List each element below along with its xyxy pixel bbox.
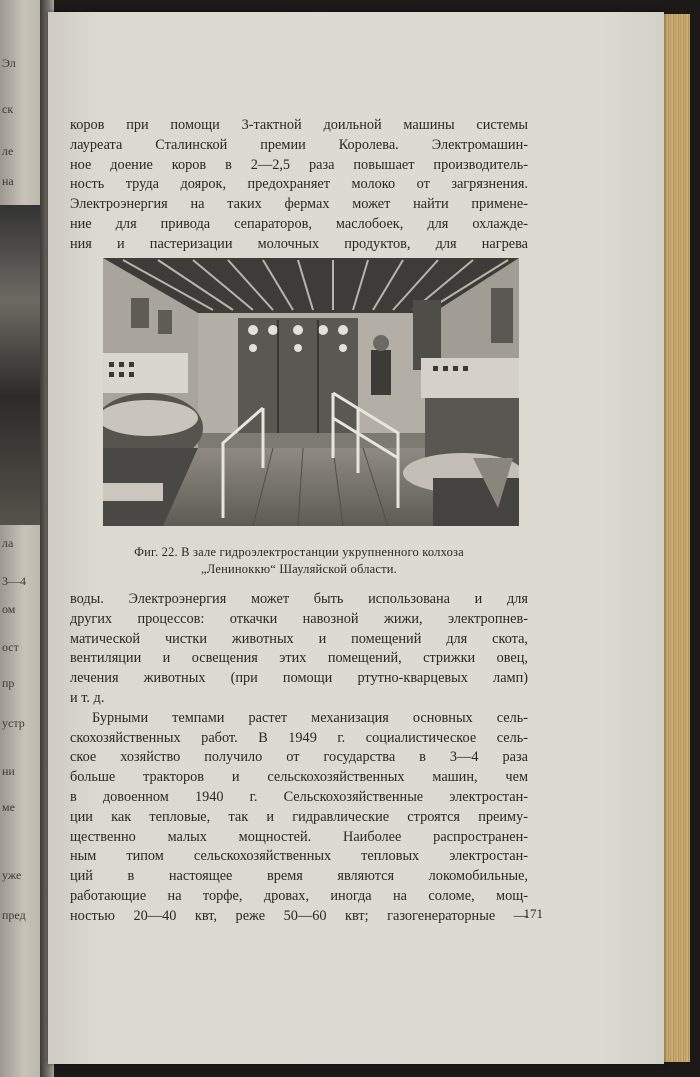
text-line: других процессов: откачки навозной жижи, электропнев- bbox=[70, 610, 528, 627]
text-line: работающие на торфе, дровах, иногда на соломе, мощ- bbox=[70, 887, 528, 904]
left-page-fragment: на bbox=[2, 174, 14, 188]
text-line: лечения животных (при помощи ртутно-кварцевых ламп) bbox=[70, 670, 528, 687]
left-page-photo bbox=[0, 205, 40, 525]
page-edges bbox=[664, 14, 690, 1062]
text-line: ное доение коров в 2—2,5 раза повышает производитель- bbox=[70, 156, 528, 173]
text-line: ции как тепловые, так и гидравлические строятся преиму- bbox=[70, 808, 528, 825]
page-number: 171 bbox=[523, 906, 543, 921]
text-line: и т. д. bbox=[70, 689, 105, 706]
paragraph-1 bbox=[70, 116, 528, 255]
text-line: ностью 20—40 квт, реже 50—60 квт; газогенераторные — bbox=[70, 907, 528, 924]
left-page-fragment: ле bbox=[2, 144, 14, 158]
hydro-station-hall-photo bbox=[103, 258, 519, 526]
left-page-fragment: Эл bbox=[2, 56, 16, 70]
text-line: вентиляции и освещения этих помещений, стрижки овец, bbox=[70, 650, 528, 667]
text-line: Электроэнергия на таких фермах может найти примене- bbox=[70, 196, 528, 213]
text-line: больше тракторов и сельскохозяйственных машин, чем bbox=[70, 769, 528, 786]
text-line: ций в настоящее время являются локомобильные, bbox=[70, 868, 528, 885]
text-line: щественно малых мощностей. Наиболее распространен- bbox=[70, 828, 528, 845]
left-page-fragment: ом bbox=[2, 602, 16, 616]
left-page-fragment: ла bbox=[2, 536, 14, 550]
text-line: скохозяйственных работ. В 1949 г. социалистическое сель- bbox=[70, 729, 528, 746]
left-page-fragment: пред bbox=[2, 908, 26, 922]
figure-caption-line-2: „Лениноккю“ Шауляйской области. bbox=[200, 562, 398, 576]
text-line: ность труда доярок, предохраняет молоко от загрязнения. bbox=[70, 176, 528, 193]
text-line: в довоенном 1940 г. Сельскохозяйственные электростан- bbox=[70, 788, 528, 805]
left-page-fragment: ск bbox=[2, 102, 14, 116]
left-page-fragment: пр bbox=[2, 676, 15, 690]
text-line: лауреата Сталинской премии Королева. Электромашин- bbox=[70, 136, 528, 153]
adjacent-left-page bbox=[0, 0, 44, 1077]
left-page-fragment: ме bbox=[2, 800, 15, 814]
left-page-fragment: 3—4 bbox=[2, 574, 26, 588]
figure-caption: Фиг. 22. В зале гидроэлектростанции укрупненного колхоза bbox=[134, 545, 464, 559]
left-page-fragment: ост bbox=[2, 640, 19, 654]
text-line: ское хозяйство получило от государства в 3—4 раза bbox=[70, 749, 528, 766]
left-page-fragment: уже bbox=[2, 868, 22, 882]
left-page-fragment: устр bbox=[2, 716, 25, 730]
text-line: Бурными темпами растет механизация основных сель- bbox=[92, 709, 528, 726]
text-line: ние для привода сепараторов, маслобоек, для охлажде- bbox=[70, 215, 528, 232]
paragraphs-2-3 bbox=[70, 590, 528, 927]
left-page-fragment: ни bbox=[2, 764, 15, 778]
text-line: воды. Электроэнергия может быть использована и для bbox=[70, 591, 528, 607]
text-line: коров при помощи 3-тактной доильной машины системы bbox=[70, 117, 528, 133]
text-line: ния и пастеризации молочных продуктов, для нагрева bbox=[70, 235, 528, 252]
text-line: матической чистки животных и помещений для скота, bbox=[70, 630, 528, 647]
text-line: ным типом сельскохозяйственных тепловых электростан- bbox=[70, 848, 528, 865]
